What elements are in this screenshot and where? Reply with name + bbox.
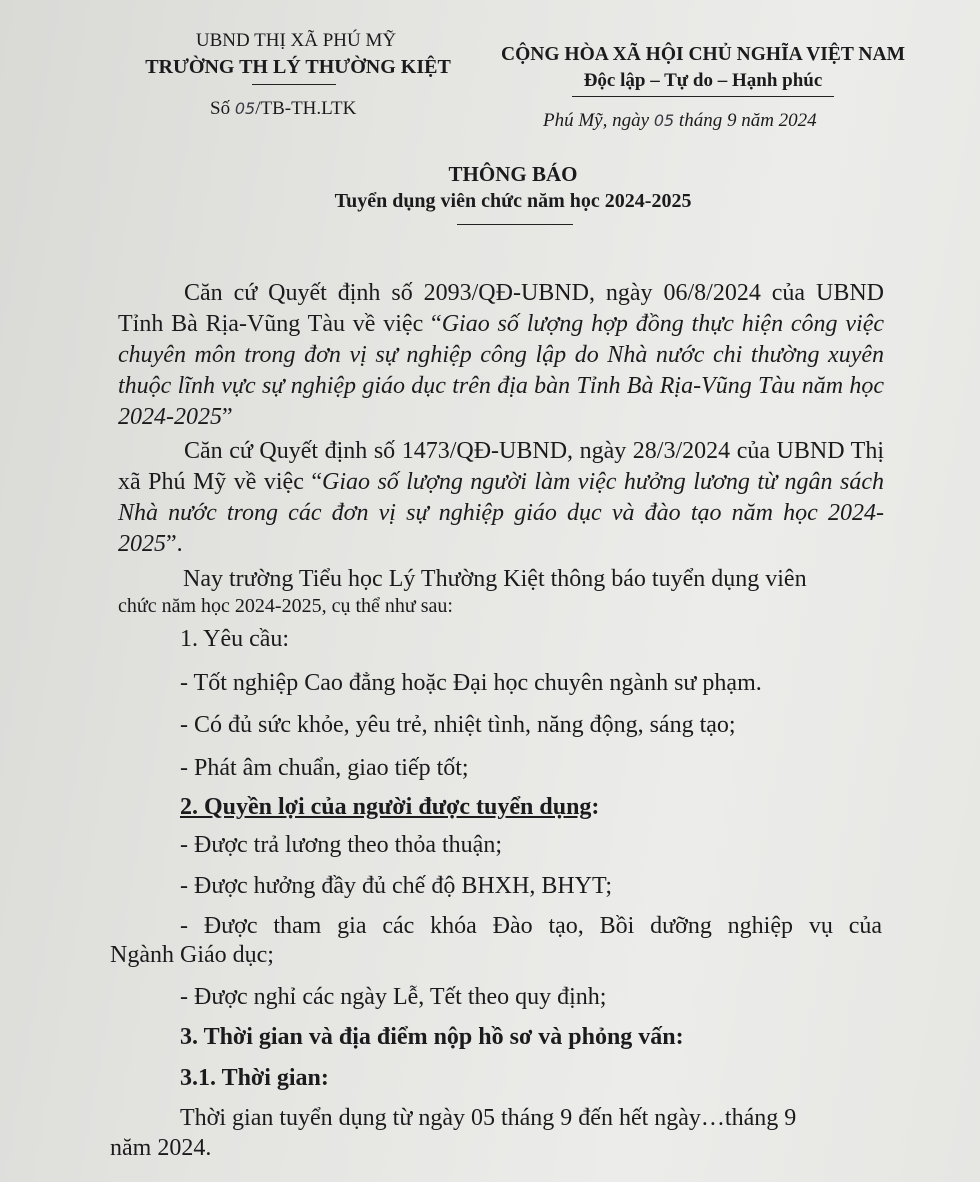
requirement-item: - Tốt nghiệp Cao đẳng hoặc Đại học chuyên ngành sư phạm. [180,670,762,696]
paragraph-legal-basis-2 [118,436,884,560]
document-title: THÔNG BÁO [448,162,578,186]
para2-tail: ”. [166,531,183,557]
para2-lead: Căn cứ Quyết định số 1473/QĐ-UBND, ngày 28/3/2024 của UBND Thị xã Phú Mỹ về việc “ [118,438,884,495]
para1-lead: Căn cứ Quyết định số 2093/QĐ-UBND, ngày 06/8/2024 của UBND Tỉnh Bà Rịa-Vũng Tàu về việc “ [118,280,884,337]
date-month: 9 [726,110,737,131]
section-2-heading [180,794,599,821]
announcement-line-1: Nay trường Tiểu học Lý Thường Kiệt thông báo tuyển dụng viên [183,566,807,592]
requirement-item: - Có đủ sức khỏe, yêu trẻ, nhiệt tình, năng động, sáng tạo; [180,712,736,738]
para1-tail: ” [222,404,233,430]
date-day-handwritten: 05 [653,111,675,130]
section-3-heading: 3. Thời gian và địa điểm nộp hồ sơ và phỏng vấn: [180,1024,684,1050]
benefit-item: - Được nghỉ các ngày Lễ, Tết theo quy định; [180,984,607,1010]
title-underline [457,224,573,225]
benefit-item: - Được hưởng đầy đủ chế độ BHXH, BHYT; [180,873,613,899]
national-motto: Độc lập – Tự do – Hạnh phúc [583,70,823,91]
date-month-label: tháng [678,110,723,131]
benefit-item-training-line1: - Được tham gia các khóa Đào tạo, Bồi dưỡng nghiệp vụ của [180,913,882,939]
place-date [543,110,817,132]
section-2-heading-text: 2. Quyền lợi của người được tuyển dụng [180,794,592,820]
date-prefix: Phú Mỹ, ngày [543,110,650,131]
announcement-line-2: chức năm học 2024-2025, cụ thể như sau: [118,595,453,617]
benefit-item: - Được trả lương theo thỏa thuận; [180,832,502,858]
issuing-authority: UBND THỊ XÃ PHÚ MỸ [195,30,397,51]
nation-title: CỘNG HÒA XÃ HỘI CHỦ NGHĨA VIỆT NAM [501,44,905,65]
number-prefix: Số [210,98,231,119]
document-number [210,98,356,120]
date-year: năm 2024 [741,110,817,131]
para2-quote: Giao số lượng người làm việc hưởng lương từ ngân sách Nhà nước trong các đơn vị sự nghiệp giáo dục và đào tạo năm học 2024-2025 [118,469,885,557]
school-name: TRƯỜNG TH LÝ THƯỜNG KIỆT [145,56,451,78]
recruitment-period-line2: năm 2024. [110,1135,212,1161]
recruitment-period-line1: Thời gian tuyển dụng từ ngày 05 tháng 9 đến hết ngày…tháng 9 [180,1105,797,1131]
paragraph-legal-basis-1 [118,278,884,433]
number-handwritten: 05 [234,99,256,118]
motto-underline [572,96,834,97]
number-suffix: /TB-TH.LTK [255,98,357,119]
section-2-colon: : [591,794,600,820]
benefit-item-training-line2: Ngành Giáo dục; [110,942,274,968]
section-1-heading: 1. Yêu cầu: [180,626,290,652]
requirement-item: - Phát âm chuẩn, giao tiếp tốt; [180,755,469,781]
para1-quote: Giao số lượng hợp đồng thực hiện công việc chuyên môn trong đơn vị sự nghiệp công lập do Nhà nước chi thường xuyên thuộc lĩnh vực sự nghiệp giáo dục trên địa bàn Tỉnh Bà Rịa-Vũng Tàu năm học 2024-2025 [118,311,884,430]
school-underline [252,84,336,85]
document-subtitle: Tuyển dụng viên chức năm học 2024-2025 [334,190,692,212]
section-3-1-heading: 3.1. Thời gian: [180,1065,329,1091]
